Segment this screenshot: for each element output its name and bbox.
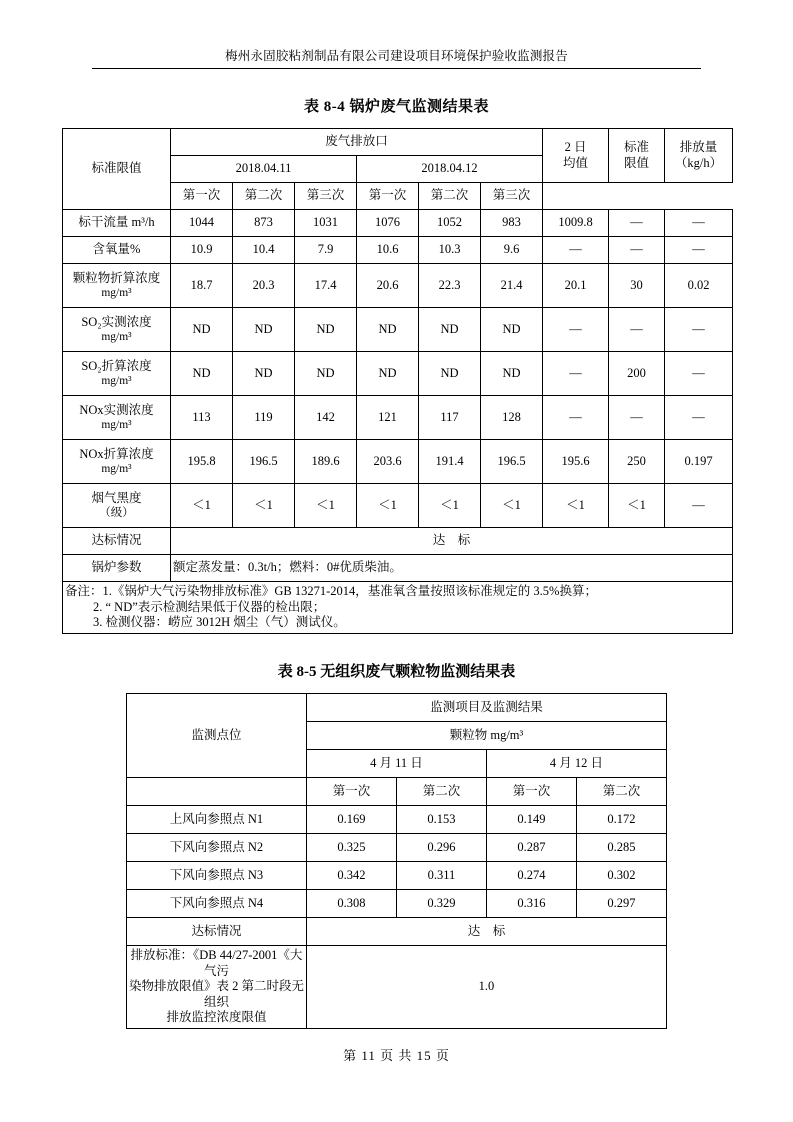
cell-value: 142 (295, 396, 357, 440)
cell-value: 0.297 (576, 889, 666, 917)
standard-label-line1: 排放标准：《DB 44/27-2001《大气污 (130, 947, 303, 978)
row-label: 标干流量 m³/h (63, 210, 171, 237)
header-d1-run2: 第二次 (233, 183, 295, 210)
header-d2-run2: 第二次 (419, 183, 481, 210)
standard-row (126, 945, 666, 1028)
table-row (126, 805, 666, 833)
cell-limit: 250 (609, 440, 665, 484)
point-label: 下风向参照点 N4 (126, 889, 306, 917)
header-std-limit-line1: 标准 (624, 139, 650, 154)
cell-value: 0.296 (396, 833, 486, 861)
cell-value: ND (233, 308, 295, 352)
cell-value: 20.3 (233, 264, 295, 308)
cell-limit: — (609, 237, 665, 264)
header-d1-run2: 第二次 (396, 777, 486, 805)
header-d2-run1: 第一次 (357, 183, 419, 210)
compliance-value: 达 标 (171, 528, 733, 555)
note-line-3: 3. 检测仪器：崂应 3012H 烟尘（气）测试仪。 (93, 615, 346, 630)
row-label (63, 264, 171, 308)
header-2day-avg-line2: 均值 (563, 155, 589, 170)
cell-value: 119 (233, 396, 295, 440)
table-notes (63, 582, 733, 634)
point-label: 下风向参照点 N2 (126, 833, 306, 861)
cell-value: 983 (481, 210, 543, 237)
row-label-unit: mg/m³ (101, 287, 132, 300)
compliance-value: 达 标 (306, 917, 666, 945)
row-label-line1: 烟气黑度 (91, 490, 142, 505)
cell-value: ND (481, 352, 543, 396)
cell-value: ND (295, 352, 357, 396)
cell-value: ND (295, 308, 357, 352)
cell-limit: — (609, 308, 665, 352)
compliance-row (63, 528, 733, 555)
cell-value: 0.153 (396, 805, 486, 833)
cell-value: 20.6 (357, 264, 419, 308)
cell-value: 10.9 (171, 237, 233, 264)
boiler-exhaust-table (62, 128, 733, 634)
t85-header-row-1 (126, 693, 666, 721)
cell-value: 0.329 (396, 889, 486, 917)
cell-avg: — (543, 396, 609, 440)
cell-emission: — (665, 484, 733, 528)
cell-value: ＜1 (481, 484, 543, 528)
cell-value: ＜1 (295, 484, 357, 528)
table-row (63, 308, 733, 352)
header-emission-col (665, 129, 733, 183)
table-row (63, 264, 733, 308)
cell-value: ND (171, 352, 233, 396)
table-84-title: 表 8-4 锅炉废气监测结果表 (304, 99, 489, 115)
header-d1-run1: 第一次 (171, 183, 233, 210)
table-row (63, 484, 733, 528)
cell-value: 0.308 (306, 889, 396, 917)
row-label-line1: SO₂实测浓度 (81, 314, 152, 329)
cell-value: ND (419, 308, 481, 352)
header-monitor-point: 监测点位 (126, 693, 306, 777)
header-date-1: 2018.04.11 (171, 156, 357, 183)
cell-value: ND (233, 352, 295, 396)
cell-value: 1076 (357, 210, 419, 237)
cell-value: 10.6 (357, 237, 419, 264)
header-std-limit-line2: 限值 (624, 155, 650, 170)
row-label-line1: 颗粒物折算浓度 (72, 270, 161, 285)
cell-avg: 195.6 (543, 440, 609, 484)
table-row (126, 889, 666, 917)
row-label-unit: mg/m³ (101, 375, 132, 388)
cell-value: 191.4 (419, 440, 481, 484)
standard-label-line2: 染物排放限值》表 2 第二时段无组织 (128, 979, 304, 1009)
compliance-label: 达标情况 (63, 528, 171, 555)
header-2day-avg-line1: 2 日 (564, 139, 587, 154)
boiler-param-value: 额定蒸发量：0.3t/h；燃料：0#优质柴油。 (171, 555, 733, 582)
table-row (63, 352, 733, 396)
row-label-line1: NOx折算浓度 (79, 446, 154, 461)
cell-limit: 30 (609, 264, 665, 308)
cell-value: ND (481, 308, 543, 352)
table-row (63, 210, 733, 237)
header-emission-line2: （kg/h） (674, 155, 723, 170)
row-label-line1: SO₂折算浓度 (81, 358, 152, 373)
cell-value: 21.4 (481, 264, 543, 308)
cell-value: 22.3 (419, 264, 481, 308)
cell-value: 117 (419, 396, 481, 440)
row-label-line1: NOx实测浓度 (79, 402, 154, 417)
row-label (63, 484, 171, 528)
cell-emission: — (665, 210, 733, 237)
cell-limit: — (609, 396, 665, 440)
table-row (63, 396, 733, 440)
cell-value: 196.5 (233, 440, 295, 484)
cell-value: ＜1 (419, 484, 481, 528)
note-line-1: 备注：1.《锅炉大气污染物排放标准》GB 13271-2014，基准氧含量按照该标准规定的 3.5%换算； (65, 584, 597, 598)
table-row (63, 237, 733, 264)
cell-value: 9.6 (481, 237, 543, 264)
note-line-2: 2. “ ND”表示检测结果低于仪器的检出限； (93, 599, 326, 614)
header-empty-point (126, 777, 306, 805)
cell-avg: — (543, 352, 609, 396)
header-d2-run1: 第一次 (486, 777, 576, 805)
cell-value: 1031 (295, 210, 357, 237)
cell-value: ＜1 (171, 484, 233, 528)
header-std-limit-col (609, 129, 665, 183)
row-label (63, 352, 171, 396)
cell-value: ＜1 (357, 484, 419, 528)
cell-value: 0.316 (486, 889, 576, 917)
cell-value: 873 (233, 210, 295, 237)
row-label (63, 396, 171, 440)
header-standard-limit: 标准限值 (63, 129, 171, 210)
row-label: 含氧量% (63, 237, 171, 264)
cell-value: 0.342 (306, 861, 396, 889)
cell-value: 17.4 (295, 264, 357, 308)
row-label-unit: mg/m³ (101, 331, 132, 344)
table-row (126, 833, 666, 861)
cell-value: 0.149 (486, 805, 576, 833)
cell-value: 10.3 (419, 237, 481, 264)
cell-value: 203.6 (357, 440, 419, 484)
header-d2-run3: 第三次 (481, 183, 543, 210)
t85-header-row-4 (126, 777, 666, 805)
cell-limit: ＜1 (609, 484, 665, 528)
standard-label (126, 945, 306, 1028)
header-parameter: 颗粒物 mg/m³ (306, 721, 666, 749)
cell-limit: 200 (609, 352, 665, 396)
cell-emission: — (665, 308, 733, 352)
table-row (126, 861, 666, 889)
fugitive-particulate-table (126, 693, 667, 1029)
cell-value: 0.325 (306, 833, 396, 861)
cell-value: ND (171, 308, 233, 352)
cell-avg: — (543, 308, 609, 352)
header-d1-run3: 第三次 (295, 183, 357, 210)
boiler-param-label: 锅炉参数 (63, 555, 171, 582)
row-label (63, 308, 171, 352)
page-footer: 第 11 页 共 15 页 (343, 1048, 450, 1063)
cell-value: ND (357, 352, 419, 396)
compliance-label: 达标情况 (126, 917, 306, 945)
standard-label-line3: 排放监控浓度限值 (166, 1010, 267, 1025)
cell-value: 1044 (171, 210, 233, 237)
point-label: 下风向参照点 N3 (126, 861, 306, 889)
cell-limit: — (609, 210, 665, 237)
page-header: 梅州永固胶粘剂制品有限公司建设项目环境保护验收监测报告 (92, 46, 701, 69)
header-date-2: 4 月 12 日 (486, 749, 666, 777)
cell-value: 189.6 (295, 440, 357, 484)
cell-value: 0.172 (576, 805, 666, 833)
cell-emission: — (665, 237, 733, 264)
header-d1-run1: 第一次 (306, 777, 396, 805)
header-2day-avg (543, 129, 609, 183)
cell-value: 18.7 (171, 264, 233, 308)
table-row (63, 440, 733, 484)
cell-value: ND (419, 352, 481, 396)
cell-emission: 0.02 (665, 264, 733, 308)
boiler-param-row (63, 555, 733, 582)
header-d2-run2: 第二次 (576, 777, 666, 805)
notes-row (63, 582, 733, 634)
cell-value: 7.9 (295, 237, 357, 264)
cell-value: 0.169 (306, 805, 396, 833)
row-label (63, 440, 171, 484)
cell-avg: — (543, 237, 609, 264)
cell-value: 113 (171, 396, 233, 440)
cell-value: 128 (481, 396, 543, 440)
cell-avg: 20.1 (543, 264, 609, 308)
cell-value: ND (357, 308, 419, 352)
cell-emission: — (665, 396, 733, 440)
header-date-1: 4 月 11 日 (306, 749, 486, 777)
cell-value: 0.287 (486, 833, 576, 861)
cell-value: 0.302 (576, 861, 666, 889)
header-emission-line1: 排放量 (679, 139, 718, 154)
cell-value: 0.274 (486, 861, 576, 889)
compliance-row (126, 917, 666, 945)
cell-value: 121 (357, 396, 419, 440)
cell-value: 0.311 (396, 861, 486, 889)
cell-avg: ＜1 (543, 484, 609, 528)
standard-value: 1.0 (306, 945, 666, 1028)
row-label-unit: mg/m³ (101, 419, 132, 432)
cell-value: 196.5 (481, 440, 543, 484)
point-label: 上风向参照点 N1 (126, 805, 306, 833)
cell-value: 1052 (419, 210, 481, 237)
cell-value: 0.285 (576, 833, 666, 861)
cell-emission: — (665, 352, 733, 396)
row-label-unit: （级） (99, 507, 134, 520)
table-header-row (63, 129, 733, 156)
cell-value: 195.8 (171, 440, 233, 484)
cell-value: 10.4 (233, 237, 295, 264)
header-exhaust-outlet: 废气排放口 (171, 129, 543, 156)
row-label-unit: mg/m³ (101, 463, 132, 476)
header-project-result: 监测项目及监测结果 (306, 693, 666, 721)
cell-value: ＜1 (233, 484, 295, 528)
cell-emission: 0.197 (665, 440, 733, 484)
cell-avg: 1009.8 (543, 210, 609, 237)
table-85-title: 表 8-5 无组织废气颗粒物监测结果表 (277, 663, 516, 680)
header-date-2: 2018.04.12 (357, 156, 543, 183)
